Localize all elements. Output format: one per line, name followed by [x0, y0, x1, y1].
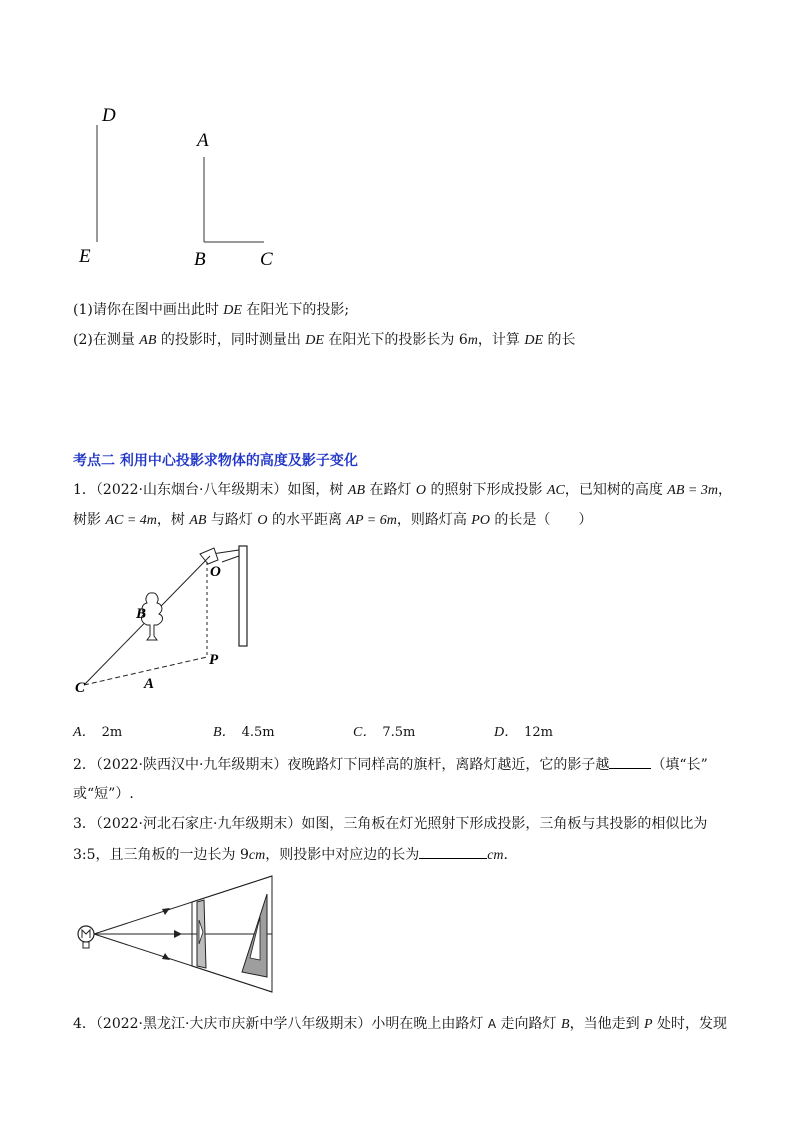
section-heading: 考点二 利用中心投影求物体的高度及影子变化 — [73, 453, 358, 469]
label-c: C — [75, 680, 86, 696]
var: B — [561, 1017, 570, 1032]
option-letter: D． — [494, 725, 519, 740]
text: 的水平距离 — [267, 512, 347, 528]
option-letter: B． — [213, 725, 236, 740]
label-a: A — [197, 130, 209, 151]
question-2-line-2 — [73, 784, 134, 804]
option-value: 7.5m — [382, 725, 416, 740]
text: 的长是（ ） — [489, 512, 593, 528]
text: 树影 — [73, 512, 106, 528]
text: 走向路灯 — [496, 1016, 562, 1032]
text: ，则投影中对应边的长为 — [265, 847, 420, 863]
question-1-line-1 — [73, 480, 732, 501]
var: AB — [347, 483, 365, 498]
lamp-head — [200, 548, 218, 564]
text: 在阳光下的投影长为 6 — [323, 332, 468, 348]
text: ，当他走到 — [569, 1016, 645, 1032]
label-c: C — [260, 249, 273, 270]
var: AB — [189, 513, 207, 528]
projection-triangle — [242, 894, 267, 977]
text: 的长 — [543, 332, 576, 348]
arrow-mid — [174, 930, 182, 938]
text: ， — [717, 482, 732, 498]
text: 与路灯 — [206, 512, 258, 528]
option-a[interactable] — [73, 722, 122, 743]
text: 2．（2022·陕西汉中·九年级期末）夜晚路灯下同样高的旗杆，离路灯越近，它的影子越 — [73, 757, 610, 773]
answer-blank[interactable] — [609, 754, 651, 769]
text: 处时，发现 — [652, 1016, 728, 1032]
text: （填“长” — [651, 757, 708, 773]
var: PO — [471, 513, 490, 528]
text: 在路灯 — [365, 482, 416, 498]
option-d[interactable] — [494, 722, 553, 743]
lamp-pole — [239, 546, 247, 646]
equation: AP = 6m — [346, 513, 397, 528]
figure-streetlight-tree — [72, 540, 272, 700]
text: 4．（2022·黑龙江·大庆市庆新中学八年级期末）小明在晚上由路灯 — [73, 1016, 488, 1032]
option-value: 12m — [524, 725, 553, 740]
question-part-1 — [73, 300, 349, 321]
unit-cm: cm — [248, 848, 266, 863]
question-2-line-1 — [73, 754, 708, 775]
answer-blank[interactable] — [419, 844, 487, 859]
label-e: E — [79, 246, 91, 267]
var: O — [257, 513, 268, 528]
option-letter: A． — [73, 725, 96, 740]
text: ，已知树的高度 — [564, 482, 668, 498]
label-d: D — [102, 105, 116, 126]
equation: AB = 3m — [667, 483, 718, 498]
label-a: A — [144, 676, 155, 692]
option-c[interactable] — [353, 722, 415, 743]
text: . — [503, 847, 508, 863]
label-o: O — [210, 564, 221, 580]
question-4-line-1 — [73, 1014, 727, 1035]
figure-sunlight-projection — [70, 95, 290, 275]
text: (2)在测量 — [73, 332, 140, 348]
text: 或“短”）. — [73, 786, 134, 802]
projection-triangle-hole — [250, 917, 260, 960]
option-value: 2m — [101, 725, 123, 740]
option-b[interactable] — [213, 722, 275, 743]
question-part-2 — [73, 330, 575, 351]
option-value: 4.5m — [241, 725, 275, 740]
unit-cm: cm — [487, 848, 504, 863]
text: 3:5，且三角板的一边长为 9 — [73, 847, 249, 863]
text: 的投影时，同时测量出 — [156, 332, 306, 348]
var-de: DE — [305, 333, 324, 348]
text: ，树 — [156, 512, 190, 528]
unit-m: m — [467, 333, 478, 348]
label-b: B — [136, 606, 147, 622]
text: ，则路灯高 — [396, 512, 472, 528]
text: 在阳光下的投影; — [241, 302, 350, 318]
var-de: DE — [524, 333, 544, 348]
var: P — [644, 1017, 653, 1032]
text: 的照射下形成投影 — [426, 482, 547, 498]
var-ab: AB — [139, 333, 157, 348]
text: ，计算 — [477, 332, 525, 348]
var: O — [415, 483, 427, 498]
text: 3．（2022·河北石家庄·九年级期末）如图，三角板在灯光照射下形成投影，三角板与其投影的相似比为 — [73, 816, 708, 832]
question-1-line-2 — [73, 510, 592, 531]
label-p: P — [209, 652, 219, 668]
option-letter: C． — [353, 725, 377, 740]
var-de: DE — [223, 303, 242, 318]
label-b: B — [194, 249, 206, 270]
equation: AC = 4m — [105, 513, 157, 528]
question-3-line-1 — [73, 814, 707, 834]
var: AC — [546, 483, 565, 498]
var: A — [487, 1017, 497, 1031]
text: 1．（2022·山东烟台·八年级期末）如图，树 — [73, 482, 348, 498]
text: (1)请你在图中画出此时 — [73, 302, 224, 318]
lamp-base — [83, 942, 89, 948]
question-3-line-2 — [73, 844, 508, 866]
figure-triangle-projection — [72, 872, 292, 1002]
